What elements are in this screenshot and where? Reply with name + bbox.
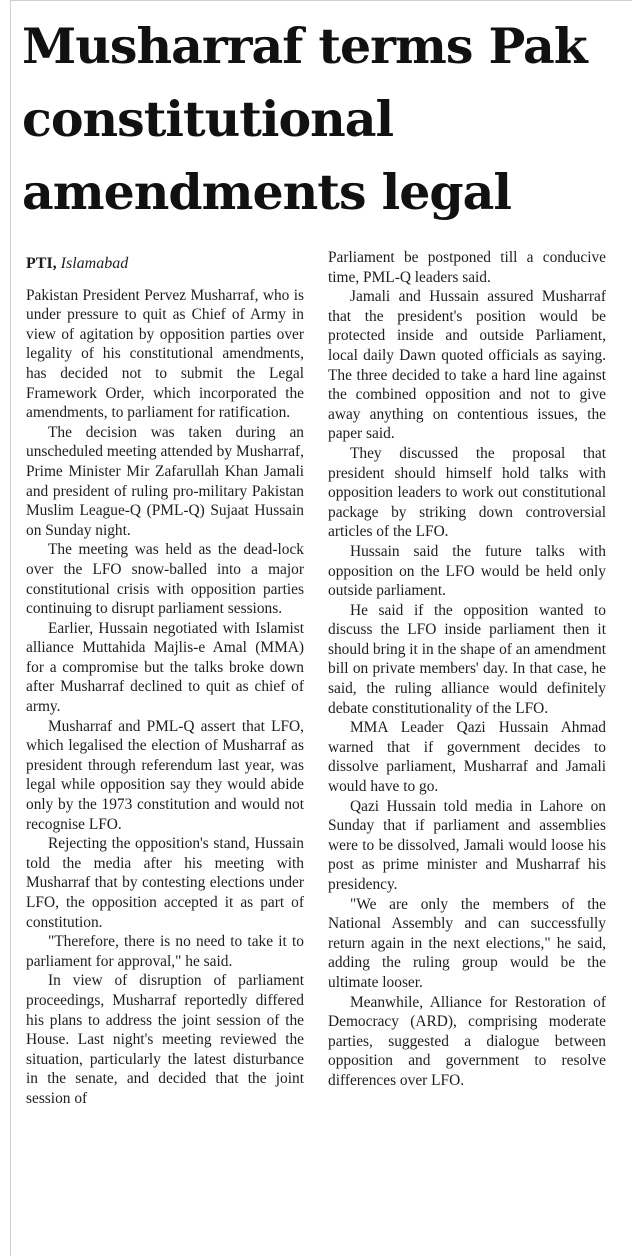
paragraph: In view of disruption of parliament proceedings, Musharraf reportedly differed his plans to address the joint session of the House. Last night's meeting reviewed the situation, particularly the latest disturbance in the senate, and decided that the joint session of <box>26 972 304 1107</box>
paragraph: Meanwhile, Alliance for Restoration of Democracy (ARD), comprising moderate parties, suggested a dialogue between opposition and government to resolve differences over LFO. <box>328 993 606 1089</box>
column-right <box>328 248 606 1109</box>
paragraph: "We are only the members of the National Assembly and can successfully return again in the next elections," he said, adding the ruling group would be the ultimate looser. <box>328 895 606 991</box>
paragraph: Jamali and Hussain assured Musharraf that the president's position would be protected inside and outside Parliament, local daily Dawn quoted officials as saying. The three decided to take a hard line against the combined opposition and not to give away anything on contentious issues, the paper said. <box>328 288 606 443</box>
paragraph: Hussain said the future talks with opposition on the LFO would be held only outside parliament. <box>328 542 606 600</box>
paragraph: Qazi Hussain told media in Lahore on Sunday that if parliament and assemblies were to be dissolved, Jamali would loose his post as prime minister and Musharraf his presidency. <box>328 797 606 893</box>
paragraph: Musharraf and PML-Q assert that LFO, which legalised the election of Musharraf as president through referendum last year, was legal while opposition say they would abide only by the 1973 constitution and would not recognise LFO. <box>26 717 304 833</box>
paragraph: Earlier, Hussain negotiated with Islamist alliance Muttahida Majlis-e Amal (MMA) for a compromise but the talks broke down after Musharraf declined to quit as chief of army. <box>26 619 304 716</box>
paragraph: They discussed the proposal that president should himself hold talks with opposition leaders to work out constitutional package by striking down controversial articles of the LFO. <box>328 444 606 541</box>
paragraph: He said if the opposition wanted to discuss the LFO inside parliament then it should bring it in the shape of an amendment bill on private members' day. In that case, he said, the ruling alliance would definitely debate constitutionality of the LFO. <box>328 601 606 717</box>
paragraph: MMA Leader Qazi Hussain Ahmad warned that if government decides to dissolve parliament, Musharraf and Jamali would have to go. <box>328 719 606 796</box>
paragraph: The meeting was held as the dead-lock over the LFO snow-balled into a major constitutional crisis with opposition parties continuing to disrupt parliament sessions. <box>26 541 304 618</box>
paragraph: Pakistan President Pervez Musharraf, who is under pressure to quit as Chief of Army in view of agitation by opposition parties over legality of his constitutional amendments, has decided not to submit the Legal Framework Order, which incorporated the amendments, to parliament for ratification. <box>26 286 304 422</box>
paragraph: "Therefore, there is no need to take it to parliament for approval," he said. <box>26 933 304 970</box>
headline: Musharraf terms Pak constitutional amendments legal <box>22 17 587 221</box>
byline-place: Islamabad <box>60 255 129 272</box>
paragraph: Rejecting the opposition's stand, Hussain told the media after his meeting with Musharraf that by contesting elections under LFO, the opposition accepted it as part of constitution. <box>26 835 304 931</box>
byline <box>26 254 304 274</box>
column-left <box>26 248 304 1109</box>
article-body <box>26 248 606 1109</box>
paragraph: The decision was taken during an unscheduled meeting attended by Musharraf, Prime Minister Mir Zafarullah Khan Jamali and president of ruling pro-military Pakistan Muslim League-Q (PML-Q) Sujaat Hussain on Sunday night. <box>26 423 304 539</box>
paragraph-continuation: Parliament be postponed till a conducive time, PML-Q leaders said. <box>328 249 606 286</box>
byline-agency: PTI, <box>26 255 57 272</box>
